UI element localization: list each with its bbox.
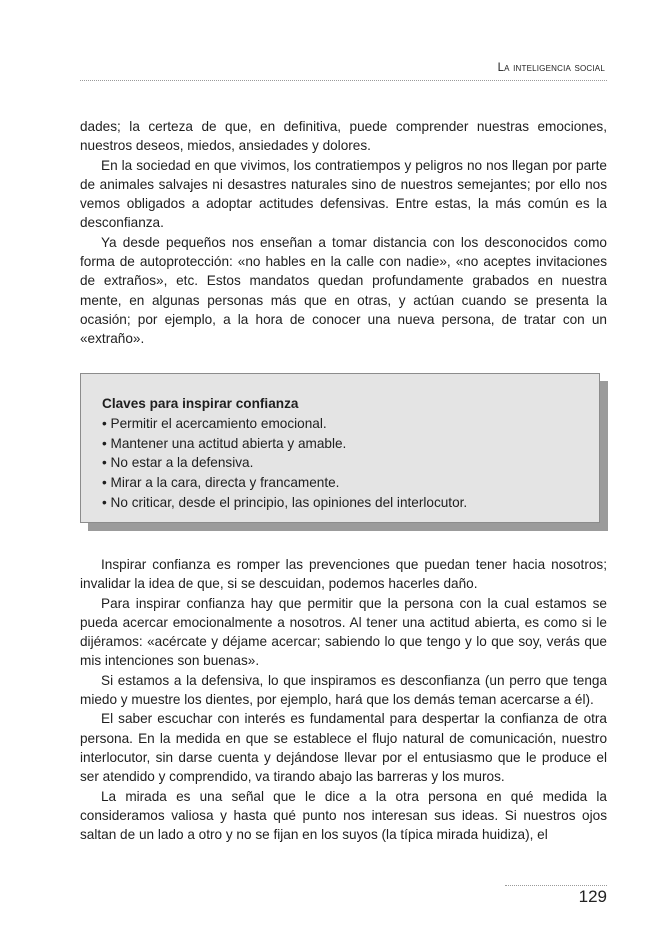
callout-title: Claves para inspirar confianza [102, 396, 299, 411]
callout-item: • Mantener una actitud abierta y amable. [102, 434, 467, 454]
callout-item: • No estar a la defensiva. [102, 453, 467, 473]
footer-rule [505, 885, 607, 886]
running-title: La inteligencia social [497, 62, 605, 74]
paragraph: dades; la certeza de que, en definitiva, puede comprender nuestras emociones, nuestros deseos, miedos, ansiedades y dolores. [80, 119, 607, 154]
paragraph: Para inspirar confianza hay que permitir que la persona con la cual estamos se pueda acercar emocionalmente a nosotros. Al tener una actitud abierta, es como si le dijéramos: «acércate y déjame acercar; sabiendo lo que tengo y lo que soy, verás que mis intenciones son buenas». [80, 595, 607, 669]
callout-item: • No criticar, desde el principio, las opiniones del interlocutor. [102, 493, 467, 513]
body-text-bottom [80, 555, 607, 844]
paragraph: Si estamos a la defensiva, lo que inspiramos es desconfianza (un perro que tenga miedo y muestre los dientes, por ejemplo, hará que los demás teman acercarse a él). [80, 672, 607, 708]
paragraph: El saber escuchar con interés es fundamental para despertar la confianza de otra persona. En la medida en que se establece el flujo natural de comunicación, nuestro interlocutor, sin darse cuenta y dejándose llevar por el entusiasmo que le produce el ser atendido y comprendido, va tirando abajo las barreras y los muros. [80, 711, 607, 785]
paragraph: En la sociedad en que vivimos, los contratiempos y peligros no nos llegan por parte de animales salvajes ni desastres naturales sino de nuestros semejantes; por ello nos vemos obligados a adoptar actitudes defensivas. Entre estas, la más común es la desconfianza. [80, 157, 607, 231]
paragraph: Inspirar confianza es romper las prevenciones que puedan tener hacia nosotros; invalidar la idea de que, si se descuidan, podemos hacerles daño. [80, 557, 607, 592]
callout-content [102, 394, 467, 513]
paragraph: La mirada es una señal que le dice a la otra persona en qué medida la consideramos valiosa y hasta qué punto nos interesan sus ideas. Si nuestros ojos saltan de un lado a otro y no se fijan en los suyos (la típica mirada huidiza), el [80, 788, 607, 843]
callout-item: • Mirar a la cara, directa y francamente. [102, 473, 467, 493]
running-header [80, 60, 607, 81]
body-text-top [80, 117, 607, 349]
paragraph: Ya desde pequeños nos enseñan a tomar distancia con los desconocidos como forma de autoprotección: «no hables en la calle con nadie», «no aceptes invitaciones de extraños», etc. Estos mandatos quedan profundamente grabados en nuestra mente, en algunas personas más que en otras, y actúan cuando se presenta la ocasión; por ejemplo, a la hora de conocer una nueva persona, de tratar con un «extraño». [80, 234, 607, 347]
callout-box [80, 373, 600, 523]
callout-item: • Permitir el acercamiento emocional. [102, 414, 467, 434]
page-number: 129 [578, 887, 607, 906]
